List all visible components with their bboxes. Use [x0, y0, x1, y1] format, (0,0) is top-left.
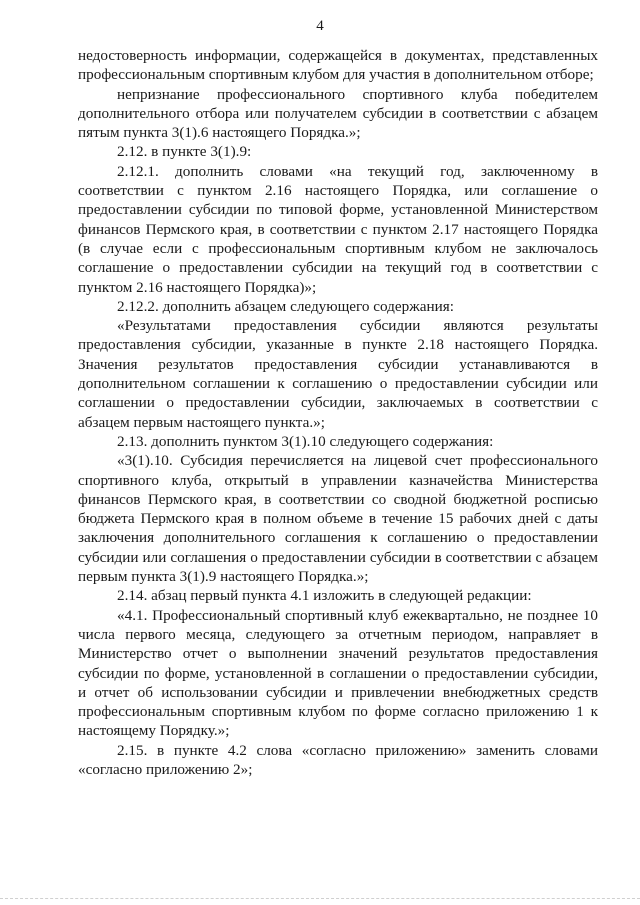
paragraph-item-2-12: 2.12. в пункте 3(1).9: [117, 143, 252, 161]
document-body [78, 46, 598, 779]
paragraph-item-2-13: 2.13. дополнить пунктом 3(1).10 следующего содержания: [117, 432, 494, 450]
paragraph-quote-3-1-10: «3(1).10. Субсидия перечисляется на лицевой счет профессионального спортивного клуба, открытый в управлении казначейства Министерства финансов Пермского края, в соответствии со сводной бюджетной росписью бюджета Пермского края в полном объеме в течение 15 рабочих дней с даты заключения дополнительного соглашения к соглашению о предоставлении субсидии или соглашения о предоставлении субсидии в соответствии с абзацем первым пункта 3(1).9 настоящего Порядка.»; [78, 452, 598, 586]
paragraph: непризнание профессионального спортивного клуба победителем дополнительного отбора или получателем субсидии в соответствии с абзацем пятым пункта 3(1).6 настоящего Порядка.»; [78, 85, 598, 142]
paragraph-continuation: недостоверность информации, содержащейся в документах, представленных профессиональным спортивным клубом для участия в дополнительном отборе; [78, 47, 598, 84]
page-number: 4 [316, 18, 324, 34]
paragraph-item-2-14: 2.14. абзац первый пункта 4.1 изложить в следующей редакции: [117, 587, 532, 605]
paragraph-item-2-12-2: 2.12.2. дополнить абзацем следующего содержания: [117, 297, 454, 315]
paragraph-item-2-12-1: 2.12.1. дополнить словами «на текущий год, заключенному в соответствии с пунктом 2.16 настоящего Порядка, или соглашение о предоставлении субсидии по типовой форме, установленной Министерством финансов Пермского края, в соответствии с пунктом 2.17 настоящего Порядка (в случае если с профессиональным спортивным клубом не заключалось соглашение о предоставлении субсидии на текущий год в соответствии с пунктом 2.16 настоящего Порядка)»; [78, 162, 598, 296]
paragraph-quote-4-1: «4.1. Профессиональный спортивный клуб ежеквартально, не позднее 10 числа первого месяца, следующего за отчетным периодом, направляет в Министерство отчет о выполнении значений результатов предоставления субсидии по форме, установленной в соглашении о предоставлении субсидии, и отчет об использовании субсидии и привлечении внебюджетных средств профессиональным спортивным клубом по форме согласно приложению 1 к настоящему Порядку.»; [78, 606, 598, 740]
paragraph-quote-results: «Результатами предоставления субсидии являются результаты предоставления субсидии, указанные в пункте 2.18 настоящего Порядка. Значения результатов предоставления субсидии устанавливаются в дополнительном соглашении к соглашению о предоставлении субсидии или соглашении о предоставлении субсидии, заключаемых в соответствии с абзацем первым настоящего пункта.»; [78, 317, 598, 431]
page-bottom-edge [0, 898, 640, 899]
paragraph-item-2-15: 2.15. в пункте 4.2 слова «согласно приложению» заменить словами «согласно приложению 2»; [78, 741, 598, 778]
